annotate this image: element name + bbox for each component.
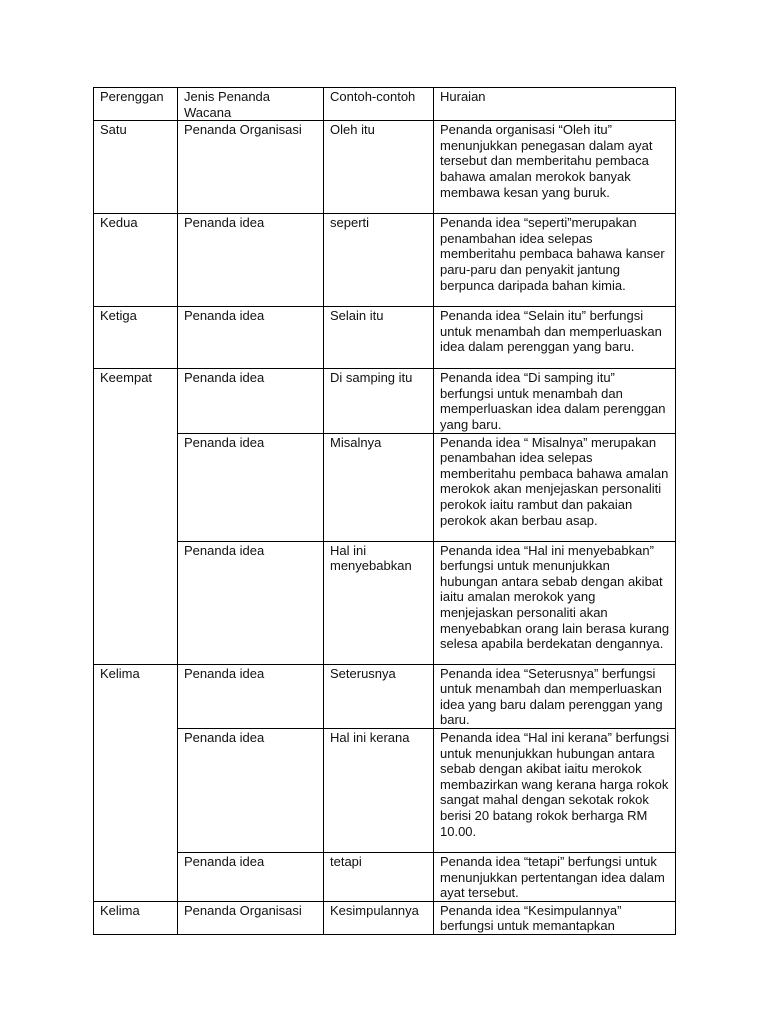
cell-jenis: Penanda idea: [178, 728, 324, 852]
cell-jenis: Penanda Organisasi: [178, 121, 324, 214]
header-perenggan: Perenggan: [94, 88, 178, 121]
table-row: [94, 901, 676, 934]
cell-huraian: Penanda idea “ Misalnya” merupakan penambahan idea selepas memberitahu pembaca bahawa amalan merokok akan menjejaskan personaliti perokok iaitu rambut dan pakaian perokok akan berbau asap.: [434, 433, 676, 541]
cell-jenis: Penanda Organisasi: [178, 901, 324, 934]
header-huraian: Huraian: [434, 88, 676, 121]
cell-contoh: Seterusnya: [324, 664, 434, 728]
cell-huraian: Penanda idea “Di samping itu” berfungsi untuk menambah dan memperluaskan idea dalam perenggan yang baru.: [434, 369, 676, 433]
header-jenis: Jenis Penanda Wacana: [178, 88, 324, 121]
cell-perenggan: Satu: [94, 121, 178, 214]
table-row: [94, 121, 676, 214]
cell-perenggan: Kelima: [94, 901, 178, 934]
cell-jenis: Penanda idea: [178, 541, 324, 664]
cell-contoh: Selain itu: [324, 307, 434, 369]
cell-contoh: Oleh itu: [324, 121, 434, 214]
table-header-row: [94, 88, 676, 121]
cell-huraian: Penanda idea “Hal ini kerana” berfungsi untuk menunjukkan hubungan antara sebab dengan akibat iaitu merokok membazirkan wang kerana harga rokok sangat mahal dengan sekotak rokok berisi 20 batang rokok berharga RM 10.00.: [434, 728, 676, 852]
cell-perenggan: Kelima: [94, 664, 178, 901]
cell-huraian: Penanda organisasi “Oleh itu” menunjukkan penegasan dalam ayat tersebut dan memberitahu pembaca bahawa amalan merokok banyak membawa kesan yang buruk.: [434, 121, 676, 214]
cell-jenis: Penanda idea: [178, 214, 324, 307]
cell-contoh: Kesimpulannya: [324, 901, 434, 934]
cell-jenis: Penanda idea: [178, 664, 324, 728]
cell-perenggan: Kedua: [94, 214, 178, 307]
cell-huraian: Penanda idea “Seterusnya” berfungsi untuk menambah dan memperluaskan idea yang baru dalam perenggan yang baru.: [434, 664, 676, 728]
cell-perenggan: Ketiga: [94, 307, 178, 369]
table-row: [94, 852, 676, 901]
cell-huraian: Penanda idea “tetapi” berfungsi untuk menunjukkan pertentangan idea dalam ayat tersebut.: [434, 852, 676, 901]
cell-perenggan: Keempat: [94, 369, 178, 664]
cell-huraian: Penanda idea “Kesimpulannya” berfungsi untuk memantapkan: [434, 901, 676, 934]
cell-huraian: Penanda idea “Hal ini menyebabkan” berfungsi untuk menunjukkan hubungan antara sebab dengan akibat iaitu amalan merokok yang menjejaskan personaliti akan menyebabkan orang lain berasa kurang selesa apabila berdekatan dengannya.: [434, 541, 676, 664]
cell-jenis: Penanda idea: [178, 369, 324, 433]
document-page: [93, 87, 675, 935]
table-row: [94, 307, 676, 369]
header-contoh: Contoh-contoh: [324, 88, 434, 121]
table-row: [94, 541, 676, 664]
cell-contoh: seperti: [324, 214, 434, 307]
cell-contoh: Misalnya: [324, 433, 434, 541]
table-row: [94, 369, 676, 433]
cell-contoh: Hal ini menyebabkan: [324, 541, 434, 664]
cell-contoh: Hal ini kerana: [324, 728, 434, 852]
penanda-wacana-table: [93, 87, 676, 935]
table-row: [94, 728, 676, 852]
cell-contoh: tetapi: [324, 852, 434, 901]
table-row: [94, 664, 676, 728]
table-row: [94, 214, 676, 307]
cell-huraian: Penanda idea “seperti”merupakan penambahan idea selepas memberitahu pembaca bahawa kanser paru-paru dan penyakit jantung berpunca daripada bahan kimia.: [434, 214, 676, 307]
cell-jenis: Penanda idea: [178, 307, 324, 369]
cell-jenis: Penanda idea: [178, 852, 324, 901]
cell-contoh: Di samping itu: [324, 369, 434, 433]
cell-huraian: Penanda idea “Selain itu” berfungsi untuk menambah dan memperluaskan idea dalam perenggan yang baru.: [434, 307, 676, 369]
cell-jenis: Penanda idea: [178, 433, 324, 541]
table-row: [94, 433, 676, 541]
